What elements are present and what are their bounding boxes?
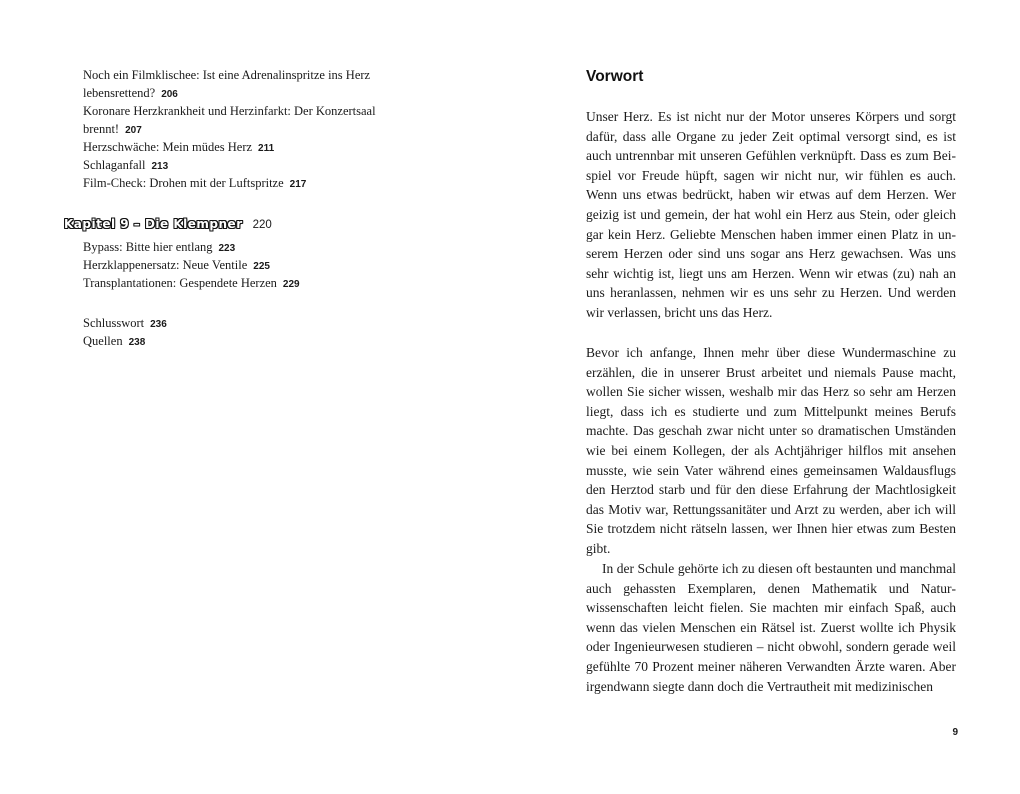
toc-entry: [83, 102, 383, 140]
toc-entry: [83, 238, 383, 258]
toc-entry: [83, 138, 383, 158]
toc-entry: [83, 66, 383, 104]
toc-entry-title: Herzklappenersatz: Neue Ventile: [83, 258, 248, 272]
toc-chapter-title: Kapitel 9 – Die Klempner: [64, 217, 243, 231]
toc-entry-page: 206: [161, 89, 178, 100]
toc-chapter-page: 220: [252, 219, 272, 231]
right-page: [510, 0, 1020, 794]
toc-entry: [83, 156, 383, 176]
toc-entry-title: Bypass: Bitte hier entlang: [83, 240, 213, 254]
toc-entry-title: Schlaganfall: [83, 158, 146, 172]
toc-entry-title: Film-Check: Drohen mit der Luftspritze: [83, 176, 284, 190]
toc-entry-title: Schlusswort: [83, 316, 145, 330]
foreword-paragraph: In der Schule gehörte ich zu diesen oft bestaunten und manchmal auch gehassten Exemplaren, denen Mathematik und Naturwissenschaften leicht fielen. Sie machten mir einfach Spaß, auch wenn das vielen Menschen ein Rätsel ist. Zuerst wollte ich Physik oder Ingenieurwesen studieren – nicht obwohl, sondern gerade weil gefühlte 70 Prozent meiner näheren Verwandten Ärzte waren. Aber irgendwann siegte dann doch die Vertrautheit mit medizinischen: [586, 561, 956, 694]
toc-entry: [83, 174, 383, 194]
toc-chapter: [64, 215, 272, 234]
toc-entry: [83, 256, 383, 276]
toc-entry: [83, 314, 383, 334]
toc-entry-title: Noch ein Filmklischee: Ist eine Adrenalinspritze ins Herz lebensrettend?: [83, 68, 371, 100]
toc-entry-title: Quellen: [83, 334, 123, 348]
toc-entry-page: 217: [289, 179, 307, 190]
toc-entry-page: 223: [218, 243, 236, 254]
toc-entry-page: 225: [253, 261, 270, 272]
toc-entry-title: Herzschwäche: Mein müdes Herz: [83, 140, 253, 154]
toc-entry-page: 236: [150, 319, 167, 330]
page-number: 9: [952, 727, 958, 738]
toc-entry-page: 211: [258, 143, 275, 154]
foreword-paragraph: Unser Herz. Es ist nicht nur der Motor unseres Körpers und sorgt dafür, dass alle Organe zu jeder Zeit optimal versorgt sind, es ist auch untrennbar mit unseren Gefühlen verknüpft. Dass es zum Beispiel vor Freude hüpft, sagen wir nicht nur, wir fühlen es auch. Wenn uns etwas bedrückt, haben wir etwas auf dem Herzen. Wer geizig ist und gemein, der hat wohl ein Herz aus Stein, oder gleich gar kein Herz. Geliebte Menschen haben immer einen Platz in unserem Herzen oder sind uns sogar ans Herz gewachsen. Was uns sehr wichtig ist, liegt uns am Herzen. Wenn wir etwas (zu) nah an uns heranlassen, nehmen wir es uns sehr zu Herzen. Und werden wir verlassen, bricht uns das Herz.: [586, 109, 956, 320]
toc-entry-page: 207: [125, 125, 142, 136]
toc-entry: [83, 274, 383, 294]
toc-entry-page: 229: [282, 279, 300, 290]
foreword-paragraph: Bevor ich anfange, Ihnen mehr über diese Wundermaschine zu erzählen, die in unserer Brust arbeitet und niemals Pause macht, wollen Sie sicher wissen, weshalb mir das Herz so sehr am Herzen liegt, dass ich es studierte und zum Mittelpunkt meines Berufs machte. Das geschah zwar nicht unter so dramatischen Umständen wie bei einem Kollegen, der als Achtjähriger hilflos mit ansehen musste, wie sein Vater während eines gemeinsamen Waldausflugs den Herztod starb und für den diese Erfahrung der Machtlosigkeit das Motiv war, Rettungssanitäter und Arzt zu werden, aber ich will Sie trotzdem nicht rätseln lassen, wer Ihnen hier etwas zum Besten gibt.: [586, 345, 956, 556]
toc-entry-page: 213: [151, 161, 169, 172]
toc-entry: [83, 332, 383, 352]
toc-entry-title: Transplantationen: Gespendete Herzen: [83, 276, 277, 290]
foreword-heading: Vorwort: [586, 68, 644, 85]
toc-entry-title: Koronare Herzkrankheit und Herzinfarkt: Der Konzertsaal brennt!: [83, 104, 376, 136]
toc-entry-page: 238: [128, 337, 146, 348]
